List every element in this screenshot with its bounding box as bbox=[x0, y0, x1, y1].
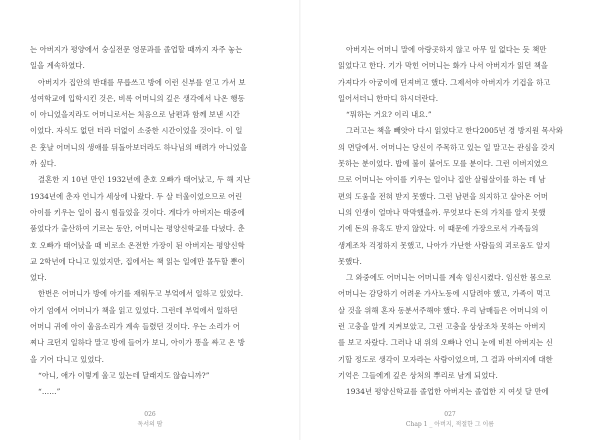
running-head: Chap 1 _ 아버지, 적절한 그 이름 bbox=[405, 421, 495, 428]
text-line: 는 아버지가 평양에서 숭실전문 영문과를 졸업할 때까지 자주 놓는 bbox=[30, 45, 243, 54]
text-line: 어머니는 감당하기 어려운 가사노동에 시달려야 했고, 가족이 먹고 bbox=[338, 289, 551, 299]
text-line: 아버지는 어머니 말에 아랑곳하지 않고 아무 일 없다는 듯 책만 bbox=[346, 45, 547, 54]
text-line: “뭐하는 거요? 이리 내요.” bbox=[346, 110, 432, 120]
text-line: 아이를 키우는 일이 몹시 힘들었을 것이다. 게다가 아버지는 태중에 bbox=[30, 207, 245, 217]
text-line: 살 것을 위해 혼자 동분서주해야 했다. 우리 남매들은 어머니의 이 bbox=[338, 305, 549, 315]
text-line: 이 아니었을지라도 어머니로서는 처음으로 남편과 함께 보낸 시간 bbox=[30, 110, 240, 120]
text-line: 었다. bbox=[30, 273, 47, 283]
text-line: 을 기어 다니고 있었다. bbox=[30, 354, 105, 364]
text-line: 호 오빠가 태어났을 때 비로소 온전한 가장이 된 아버지는 평양신학 bbox=[30, 240, 245, 250]
right-page bbox=[300, 0, 600, 440]
text-line: 편의 도움을 전혀 받지 못했다. 그런 남편을 의지하고 살아온 어머 bbox=[338, 191, 549, 201]
text-line: 은 훗날 어머니의 생애를 뒤돌아보더라도 하나님의 배려가 아니었을 bbox=[30, 142, 248, 152]
text-line: “……” bbox=[38, 387, 61, 397]
text-line: 그 와중에도 어머니는 어머니를 계속 임신시켰다. 임신한 몸으로 bbox=[346, 273, 552, 283]
text-line: 읽었다고 한다. 기가 막힌 어머니는 화가 나서 아버지가 읽던 책을 bbox=[338, 61, 549, 71]
text-line: 1934년에 춘자 언니가 세상에 나왔다. 두 살 터울이었으므로 어린 bbox=[30, 191, 243, 201]
page-number: 026 bbox=[144, 411, 156, 418]
text-line: 1934년 평양신학교를 졸업한 아버지는 졸업한 지 여섯 달 만에 bbox=[346, 387, 549, 397]
text-line: 아버지가 집안의 반대를 무릅쓰고 방에 이런 신부를 얻고 가서 보 bbox=[38, 77, 246, 87]
text-line: “아니, 애가 이렇게 울고 있는데 달래지도 않습니까?” bbox=[38, 370, 210, 380]
right-page-footer bbox=[300, 410, 600, 430]
text-line: 일을 계속하였다. bbox=[30, 61, 85, 71]
text-line: 결혼한 지 10년 만인 1932년에 춘호 오빠가 태어났고, 두 해 지난 bbox=[38, 175, 251, 185]
text-line: 그러고는 책을 빼앗아 다시 읽었다고 한다2005년 경 방지원 목사와 bbox=[346, 126, 564, 136]
text-line: 까 싶다. bbox=[30, 159, 57, 169]
text-line: 아기 엄에서 어머니가 책을 읽고 있었다. 그런데 부엌에서 일하던 bbox=[30, 305, 238, 315]
text-line: 품었다가 출산하여 기르는 동안, 어머니는 평양신학교를 다녔다. 춘 bbox=[30, 224, 245, 234]
text-line: 기할 정도로 생각이 모자라는 사람이었으며, 그 결과 아버지에 대한 bbox=[338, 354, 553, 364]
text-line: 니의 인생이 얼마나 막막했을까. 무엇보다 돈의 가치를 알지 못했 bbox=[338, 207, 546, 217]
text-line: 기에 돈의 유혹도 받지 않았다. 이 때문에 가장으로서 가족들의 bbox=[338, 224, 539, 234]
text-line: 를 보고 자랐다. 그러나 내 위의 오빠나 언니 눈에 비친 아버지는 신 bbox=[338, 338, 553, 348]
right-page-body bbox=[338, 42, 580, 401]
text-line: 한번은 어머니가 방에 아기를 재워두고 부엌에서 일하고 있었다. bbox=[38, 289, 244, 299]
text-line: 성여학교에 입학시킨 것은, 비록 어머니의 깊은 생각에서 나온 행동 bbox=[30, 93, 245, 103]
left-page-footer bbox=[0, 410, 300, 430]
text-line: 못하는 분이었다. 밥에 불이 붙어도 모를 분이다. 그런 이버지였으 bbox=[338, 159, 549, 169]
running-head: 독서의 땀 bbox=[137, 421, 163, 428]
text-line: 런 고충을 알게 지켜보았고, 그런 고충을 상상조차 못하는 아버지 bbox=[338, 322, 546, 332]
text-line: 교 2학년에 다니고 있었지만, 집에서는 책 읽는 일에만 몰두할 뿐이 bbox=[30, 256, 245, 266]
text-line: 이었다. 자식도 없던 터라 더없이 소중한 시간이었을 것이다. 이 일 bbox=[30, 126, 243, 136]
text-line: 어머니 귀에 아이 울음소리가 계속 들렸던 것이다. 우는 소리가 어 bbox=[30, 322, 241, 332]
text-line: 의 면담에서. 어머니는 당신이 주목하고 있는 일 말고는 관심을 갖지 bbox=[338, 142, 556, 152]
text-line: 므로 어머니는 아이를 키우는 일이나 집안 살림살이를 하는 데 남 bbox=[338, 175, 546, 185]
text-line: 기억은 그들에게 깊은 상처의 뿌리로 남게 되었다. bbox=[338, 370, 498, 380]
text-line: 찌나 크던지 일하다 말고 방에 들어가 보니, 아이가 똥을 싸고 온 방 bbox=[30, 338, 245, 348]
text-line: 못했다. bbox=[338, 256, 362, 266]
page-number: 027 bbox=[444, 411, 456, 418]
left-page-body bbox=[30, 42, 272, 401]
text-line: 가져다가 아궁이에 던져버고 했다. 그제서야 아버지가 기겁을 하고 bbox=[338, 77, 551, 87]
text-line: 생계조차 걱정하지 못했고, 나아가 가난한 사람들의 괴로움도 알지 bbox=[338, 240, 551, 250]
text-line: 일어서더니 한마디 하시더란다. bbox=[338, 93, 439, 103]
